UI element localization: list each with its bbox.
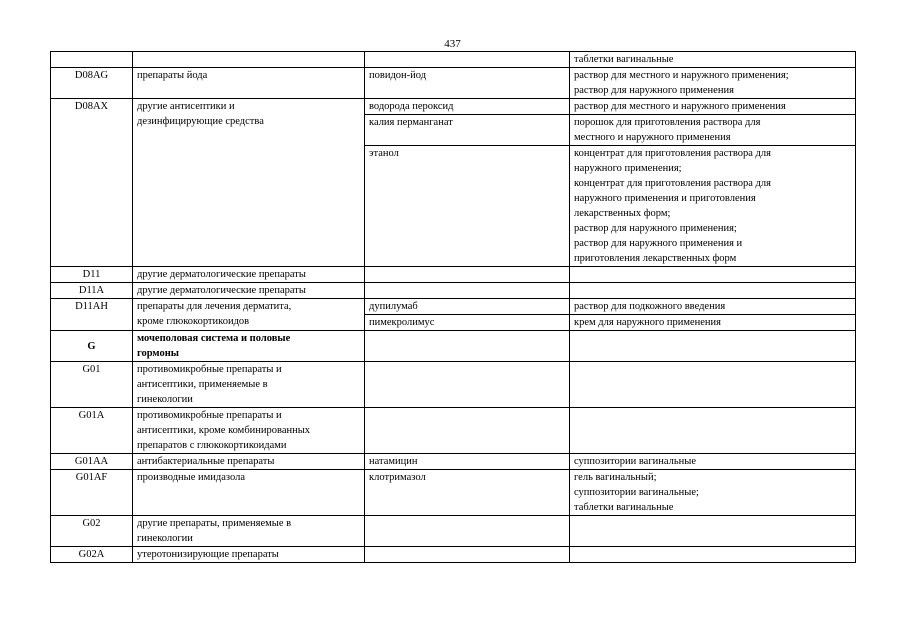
substance-cell [365, 299, 570, 315]
atc-code-cell: G02 [51, 516, 133, 547]
substance-cell [365, 146, 570, 267]
substance-text: повидон-йод [369, 70, 427, 81]
table-row [51, 516, 856, 547]
substance-text: пимекролимус [369, 317, 435, 328]
forms-cell [570, 52, 856, 68]
forms-cell [570, 315, 856, 331]
group-text: антисептики, применяемые в [137, 379, 268, 390]
dosage-form-text: раствор для наружного применения [574, 85, 734, 96]
forms-cell [570, 146, 856, 267]
forms-cell [570, 115, 856, 146]
dosage-form-text: крем для наружного применения [574, 317, 722, 328]
dosage-form-text: таблетки вагинальные [574, 502, 674, 513]
group-text: дезинфицирующие средства [137, 116, 264, 127]
atc-code-cell: G [51, 331, 133, 362]
group-text: препаратов с глюкокортикоидами [137, 440, 287, 451]
group-cell [133, 454, 365, 470]
group-text: мочеполовая система и половые [137, 333, 291, 344]
atc-code-cell: D08AG [51, 68, 133, 99]
forms-cell [570, 331, 856, 362]
group-cell [133, 408, 365, 454]
group-text: препараты для лечения дерматита, [137, 301, 292, 312]
substance-cell [365, 362, 570, 408]
table-row [51, 299, 856, 315]
forms-cell [570, 408, 856, 454]
table-row [51, 68, 856, 99]
drug-table [50, 51, 856, 563]
table-row [51, 99, 856, 115]
dosage-form-text: гель вагинальный; [574, 472, 657, 483]
dosage-form-text: суппозитории вагинальные [574, 456, 696, 467]
atc-code-cell: G01AF [51, 470, 133, 516]
dosage-form-text: приготовления лекарственных форм [574, 253, 737, 264]
table-row [51, 408, 856, 454]
substance-text: натамицин [369, 456, 418, 467]
group-text: противомикробные препараты и [137, 410, 282, 421]
group-text: другие дерматологические препараты [137, 285, 306, 296]
group-cell [133, 331, 365, 362]
group-text: производные имидазола [137, 472, 246, 483]
group-text: противомикробные препараты и [137, 364, 282, 375]
dosage-form-text: концентрат для приготовления раствора для [574, 148, 771, 159]
atc-code-cell: D11A [51, 283, 133, 299]
forms-cell [570, 99, 856, 115]
table-row [51, 267, 856, 283]
forms-cell [570, 362, 856, 408]
table-row [51, 547, 856, 563]
atc-code-cell: G02A [51, 547, 133, 563]
substance-text: клотримазол [369, 472, 426, 483]
group-cell [133, 547, 365, 563]
atc-code-cell [51, 52, 133, 68]
group-text: другие дерматологические препараты [137, 269, 306, 280]
group-cell [133, 283, 365, 299]
substance-cell [365, 547, 570, 563]
dosage-form-text: наружного применения; [574, 163, 682, 174]
group-cell [133, 99, 365, 267]
group-cell [133, 267, 365, 283]
table-row [51, 454, 856, 470]
substance-cell [365, 99, 570, 115]
substance-text: калия перманганат [369, 117, 453, 128]
substance-cell [365, 267, 570, 283]
substance-cell [365, 454, 570, 470]
group-text: гормоны [137, 348, 179, 359]
page-number: 437 [444, 38, 461, 50]
substance-cell [365, 408, 570, 454]
table-row [51, 52, 856, 68]
substance-text: этанол [369, 148, 399, 159]
substance-cell [365, 315, 570, 331]
atc-code-cell: G01A [51, 408, 133, 454]
dosage-form-text: лекарственных форм; [574, 208, 671, 219]
group-text: препараты йода [137, 70, 208, 81]
dosage-form-text: суппозитории вагинальные; [574, 487, 699, 498]
substance-text: дупилумаб [369, 301, 418, 312]
atc-code-cell: D11AH [51, 299, 133, 331]
group-text: гинекологии [137, 394, 193, 405]
group-text: гинекологии [137, 533, 193, 544]
group-cell [133, 362, 365, 408]
substance-cell [365, 115, 570, 146]
table-row [51, 331, 856, 362]
forms-cell [570, 516, 856, 547]
dosage-form-text: концентрат для приготовления раствора для [574, 178, 771, 189]
dosage-form-text: таблетки вагинальные [574, 54, 674, 65]
substance-cell [365, 516, 570, 547]
dosage-form-text: наружного применения и приготовления [574, 193, 756, 204]
dosage-form-text: местного и наружного применения [574, 132, 731, 143]
dosage-form-text: раствор для наружного применения и [574, 238, 743, 249]
dosage-form-text: раствор для наружного применения; [574, 223, 737, 234]
group-cell [133, 470, 365, 516]
table-row [51, 470, 856, 516]
forms-cell [570, 470, 856, 516]
forms-cell [570, 299, 856, 315]
dosage-form-text: раствор для местного и наружного применения [574, 101, 786, 112]
table-row [51, 362, 856, 408]
dosage-form-text: раствор для подкожного введения [574, 301, 726, 312]
group-cell [133, 68, 365, 99]
group-text: кроме глюкокортикоидов [137, 316, 250, 327]
substance-cell [365, 470, 570, 516]
group-text: другие антисептики и [137, 101, 235, 112]
group-cell [133, 52, 365, 68]
atc-code-cell: D11 [51, 267, 133, 283]
group-text: антибактериальные препараты [137, 456, 275, 467]
atc-code-cell: D08AX [51, 99, 133, 267]
group-text: антисептики, кроме комбинированных [137, 425, 311, 436]
substance-cell [365, 68, 570, 99]
forms-cell [570, 454, 856, 470]
forms-cell [570, 68, 856, 99]
table-row [51, 283, 856, 299]
substance-cell [365, 283, 570, 299]
substance-text: водорода пероксид [369, 101, 454, 112]
forms-cell [570, 283, 856, 299]
forms-cell [570, 547, 856, 563]
substance-cell [365, 331, 570, 362]
dosage-form-text: порошок для приготовления раствора для [574, 117, 761, 128]
group-text: утеротонизирующие препараты [137, 549, 279, 560]
group-cell [133, 299, 365, 331]
substance-cell [365, 52, 570, 68]
atc-code-cell: G01 [51, 362, 133, 408]
forms-cell [570, 267, 856, 283]
atc-code-cell: G01AA [51, 454, 133, 470]
group-cell [133, 516, 365, 547]
dosage-form-text: раствор для местного и наружного применения; [574, 70, 789, 81]
group-text: другие препараты, применяемые в [137, 518, 292, 529]
